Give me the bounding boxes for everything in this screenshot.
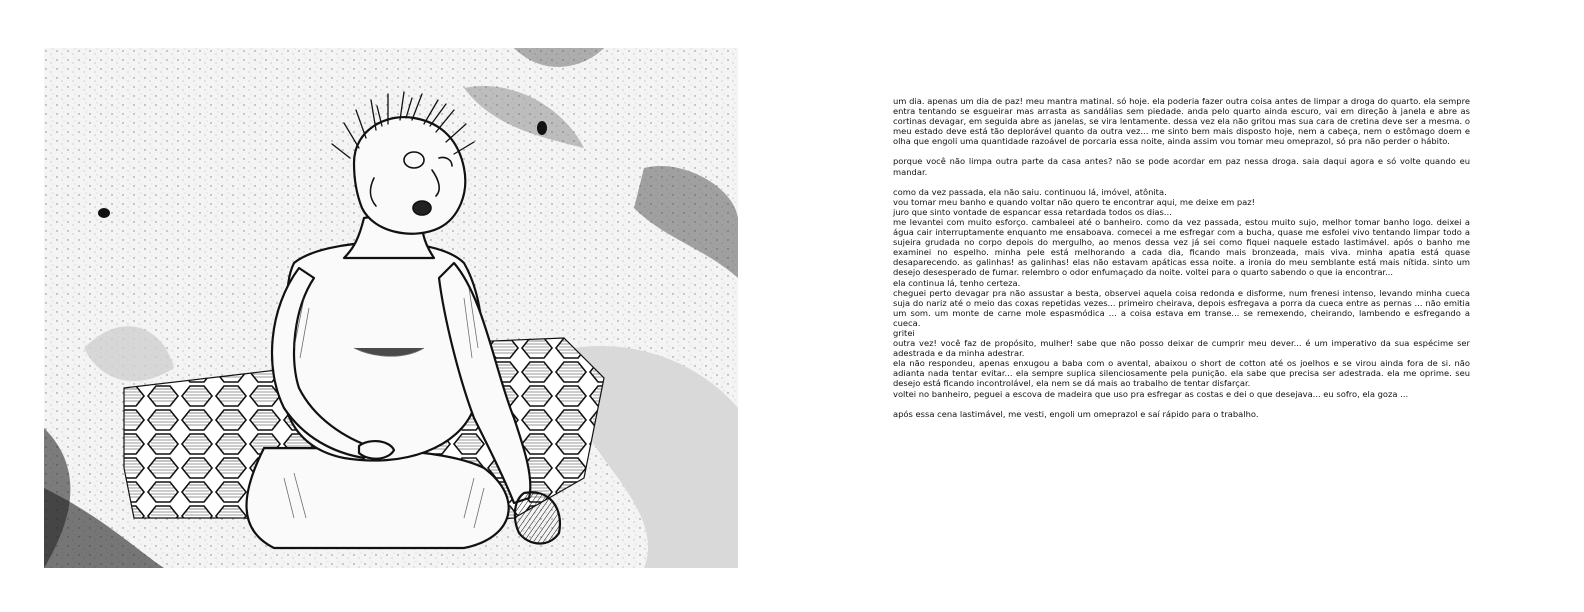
paragraph-5: juro que sinto vontade de espancar essa retardada todos os dias...	[893, 206, 1172, 217]
paragraph-12: voltei no banheiro, peguei a escova de madeira que uso pra esfregar as costas e dei o que desejava... eu sofro, ela goza ...	[893, 388, 1409, 399]
paragraph-8: cheguei perto devagar pra não assustar a besta, observei aquela coisa redonda e disforme, num frenesi intenso, levando minha cueca suja do nariz até o meio das coxas repetidas vezes... primeiro cheirava, depois esfregava a porra da cueca entre as pernas ... não emitia um som. um monte de carne mole espasmódica ... a coisa estava em transe... se remexendo, cheirando, lambendo e esfregando a cueca.	[893, 287, 1470, 328]
paragraph-6: me levantei com muito esforço. cambaleei até o banheiro. como da vez passada, estou muito sujo, melhor tomar banho logo. deixei a água cair interruptamente enquanto me ensaboava. comecei a me esfregar com a bucha, quase me esfolei vivo tentando limpar todo a sujeira grudada no corpo depois do mergulho, ao menos dessa vez já sei como fiquei naquele estado lastimável. após o banho me examinei no espelho. minha pele está melhorando a cada dia, ficando mais bronzeada, mais viva. minha apatia está quase desaparecendo. as galinhas! as galinhas! elas não estavam apáticas essa noite. a ironia do meu semblante está mais nítida. sinto um desejo desesperado de fumar. relembro o odor enfumaçado da noite. voltei para o quarto sabendo o que ia encontrar...	[893, 216, 1470, 278]
paragraph-1: um dia. apenas um dia de paz! meu mantra matinal. só hoje. ela poderia fazer outra coisa antes de limpar a droga do quarto. ela sempre entra tentando se esgueirar mas arrasta as sandálias sem piedade. anda pelo quarto ainda escuro, vai em direção à janela e abre as cortinas devagar, em seguida abre as janelas, se vira lentamente. dessa vez ela não gritou mas sua cara de cretina deve ser a mesma. o meu estado deve está tão deplorável quanto da outra vez... me sinto bem mais disposto hoje, nem a cabeça, nem o estômago doem e olha que engoli uma quantidade razoável de porcaria essa noite, ainda assim vou tomar meu omeprazol, só pra não perder o hábito.	[893, 96, 1470, 147]
story-text	[893, 96, 1470, 419]
paragraph-11: ela não respondeu, apenas enxugou a baba com o avental, abaixou o short de cotton até os joelhos e se virou ainda fora de si. não adianta nada tentar evitar... ela sempre suplica silenciosamente pela punição. ela sabe que precisa ser adestrada. ela me oprime. seu desejo está ficando incontrolável, ela nem se dá mais ao trabalho de tentar disfarçar.	[893, 358, 1470, 389]
paragraph-2: porque você não limpa outra parte da casa antes? não se pode acordar em paz nessa droga. saia daqui agora e só volte quando eu mandar.	[893, 156, 1470, 177]
paragraph-3: como da vez passada, ela não saiu. continuou lá, imóvel, atônita.	[893, 186, 1167, 197]
paragraph-9: gritei	[893, 327, 915, 338]
paragraph-4: vou tomar meu banho e quando voltar não quero te encontrar aqui, me deixe em paz!	[893, 196, 1256, 207]
paragraph-7: ela continua lá, tenho certeza.	[893, 277, 1021, 288]
ink-drawing-seated-figure-icon	[44, 48, 738, 568]
paragraph-10: outra vez! você faz de propósito, mulher! sabe que não posso deixar de cumprir meu dever... é um imperativo da sua espécime ser adestrada e da minha adestrar.	[893, 338, 1470, 359]
paragraph-13: após essa cena lastimável, me vesti, engoli um omeprazol e saí rápido para o trabalho.	[893, 408, 1259, 419]
